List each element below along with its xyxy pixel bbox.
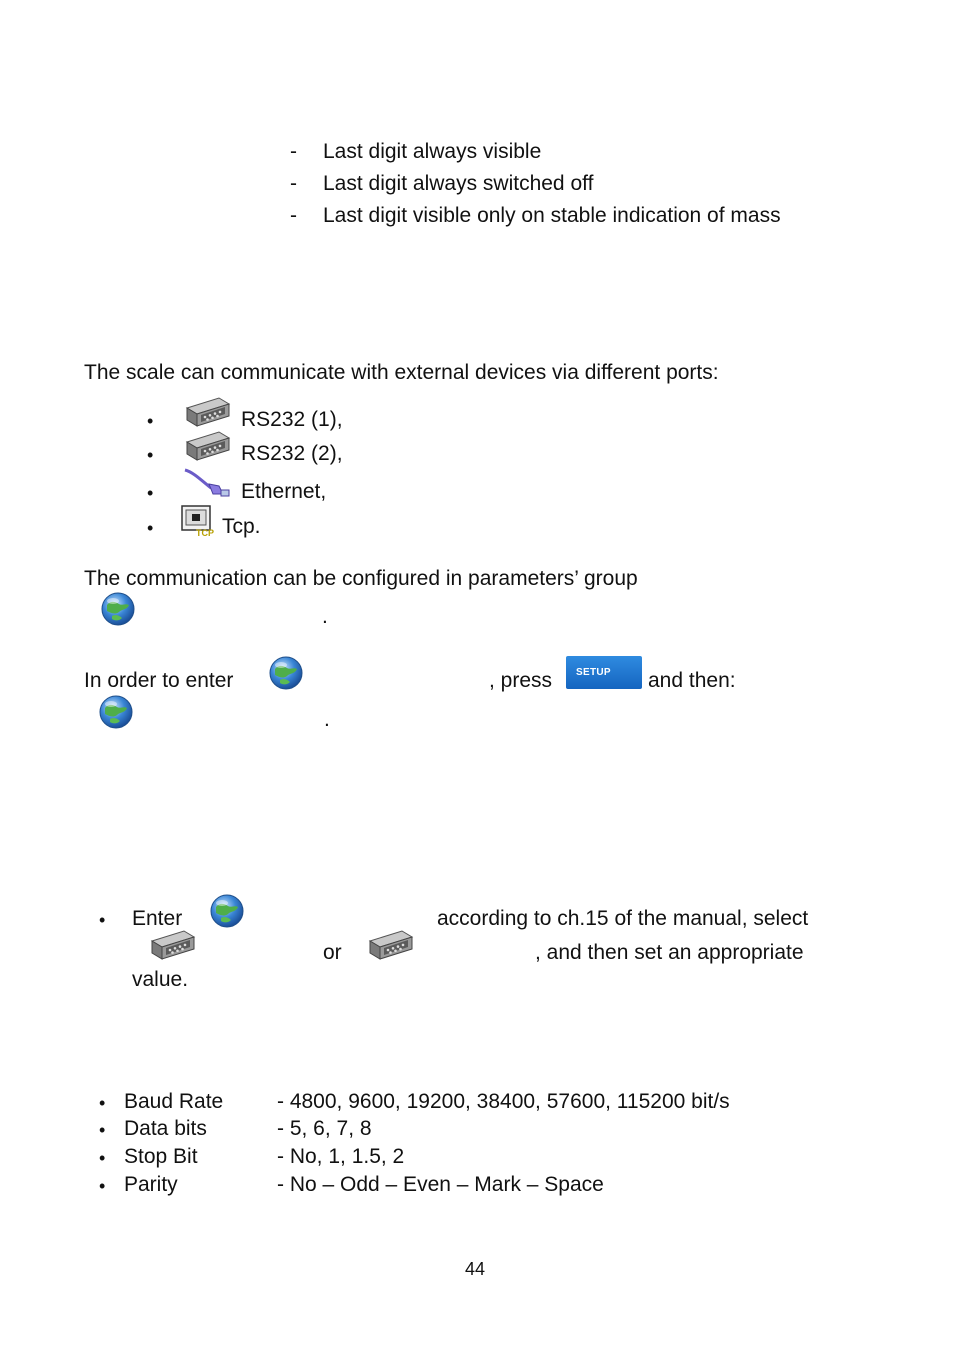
set-text: , and then set an appropriate	[535, 941, 804, 964]
setup-button[interactable]: SETUP	[566, 656, 642, 689]
param-name-data-bits: Data bits	[124, 1117, 207, 1140]
bullet: •	[147, 483, 154, 503]
serial-port-icon	[183, 396, 233, 430]
param-name-parity: Parity	[124, 1173, 178, 1196]
param-values-stop-bit: - No, 1, 1.5, 2	[277, 1145, 405, 1168]
bullet: •	[99, 1093, 106, 1113]
bullet: •	[147, 411, 154, 431]
tcp-icon	[180, 504, 220, 538]
globe-icon	[98, 694, 134, 730]
port-label-ethernet: Ethernet,	[241, 480, 327, 503]
list-item: Last digit always switched off	[323, 172, 594, 195]
period: .	[324, 708, 330, 731]
globe-icon	[268, 655, 304, 691]
serial-port-icon	[366, 929, 416, 963]
list-dash: -	[290, 204, 297, 227]
bullet: •	[99, 1176, 106, 1196]
list-dash: -	[290, 172, 297, 195]
ethernet-cable-icon	[183, 466, 233, 500]
period: .	[322, 605, 328, 628]
enter-text: Enter	[132, 907, 183, 930]
or-text: or	[323, 941, 342, 964]
bullet: •	[99, 1120, 106, 1140]
port-label-tcp: Tcp.	[222, 515, 261, 538]
param-name-stop-bit: Stop Bit	[124, 1145, 198, 1168]
list-item: Last digit visible only on stable indication of mass	[323, 204, 781, 227]
value-text: value.	[132, 968, 189, 991]
param-values-parity: - No – Odd – Even – Mark – Space	[277, 1173, 604, 1196]
config-paragraph: The communication can be configured in parameters’ group	[84, 567, 638, 590]
enter-prefix: In order to enter	[84, 669, 234, 692]
page-number: 44	[465, 1259, 486, 1279]
list-dash: -	[290, 140, 297, 163]
serial-port-icon	[183, 430, 233, 464]
globe-icon	[209, 893, 245, 929]
bullet: •	[147, 445, 154, 465]
bullet: •	[99, 1148, 106, 1168]
bullet: •	[99, 910, 106, 930]
param-name-baud-rate: Baud Rate	[124, 1090, 224, 1113]
param-values-data-bits: - 5, 6, 7, 8	[277, 1117, 372, 1140]
list-item: Last digit always visible	[323, 140, 542, 163]
intro-paragraph: The scale can communicate with external devices via different ports:	[84, 361, 719, 384]
press-text: , press	[489, 669, 553, 692]
bullet: •	[147, 518, 154, 538]
port-label-rs232-2: RS232 (2),	[241, 442, 343, 465]
param-values-baud-rate: - 4800, 9600, 19200, 38400, 57600, 115200 bit/s	[277, 1090, 730, 1113]
port-label-rs232-1: RS232 (1),	[241, 408, 343, 431]
globe-icon	[100, 591, 136, 627]
according-text: according to ch.15 of the manual, select	[437, 907, 809, 930]
serial-port-icon	[148, 929, 198, 963]
and-then-text: and then:	[648, 669, 736, 692]
